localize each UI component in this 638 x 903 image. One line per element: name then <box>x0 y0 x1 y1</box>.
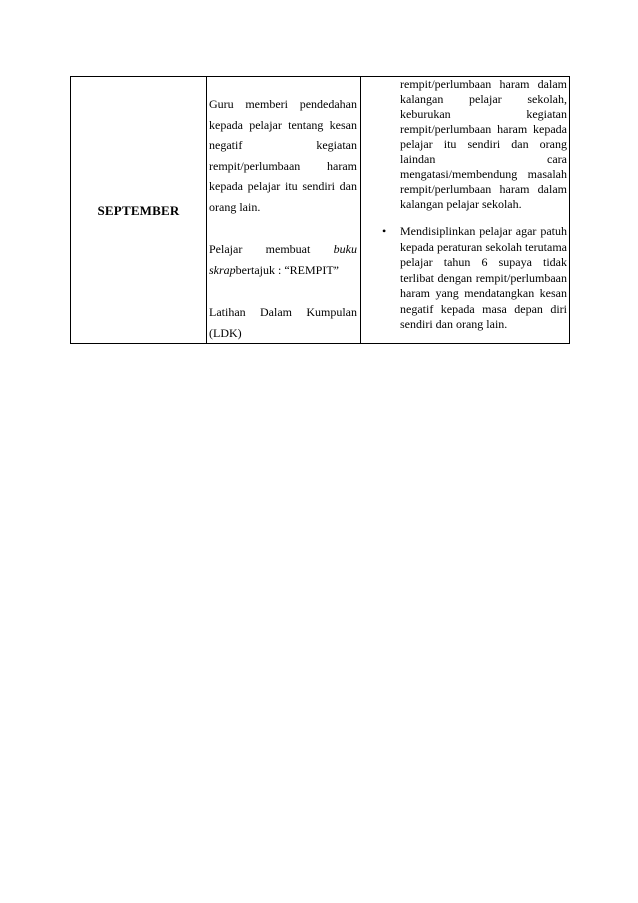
objective-continued-text: rempit/perlumbaan haram dalam kalangan pelajar sekolah, keburukan kegiatan rempit/perlumbaan haram kepada pelajar itu sendiri dan orang laindan cara mengatasi/membendung masalah rempit/perlumbaan haram dalam kalangan pelajar sekolah. <box>400 77 567 211</box>
bullet-icon: • <box>382 224 387 238</box>
activities-list <box>207 77 360 343</box>
activity-plan-table <box>70 76 570 344</box>
objectives-list <box>361 77 569 335</box>
activity-item <box>209 239 357 280</box>
activity-item: Latihan Dalam Kumpulan (LDK) <box>209 305 357 340</box>
activity-italic-text: buku skrap <box>209 242 357 277</box>
activity-text: Pelajar membuat <box>209 242 334 256</box>
month-cell <box>71 77 207 344</box>
objective-bullet-text: Mendisiplinkan pelajar agar patuh kepada peraturan sekolah terutama pelajar tahun 6 supaya tidak terlibat dengan rempit/perlumbaan haram yang mendatangkan kesan negatif kepada masa depan diri sendiri dan orang lain. <box>400 224 567 331</box>
activities-cell <box>207 77 361 344</box>
activity-item: Guru memberi pendedahan kepada pelajar tentang kesan negatif kegiatan rempit/perlumbaan haram kepada pelajar itu sendiri dan orang lain. <box>209 97 357 214</box>
objective-bullet-item <box>361 224 567 333</box>
table-row <box>71 77 570 344</box>
month-label: SEPTEMBER <box>97 203 180 218</box>
activity-text: bertajuk : “REMPIT” <box>235 262 339 277</box>
objectives-cell <box>361 77 570 344</box>
